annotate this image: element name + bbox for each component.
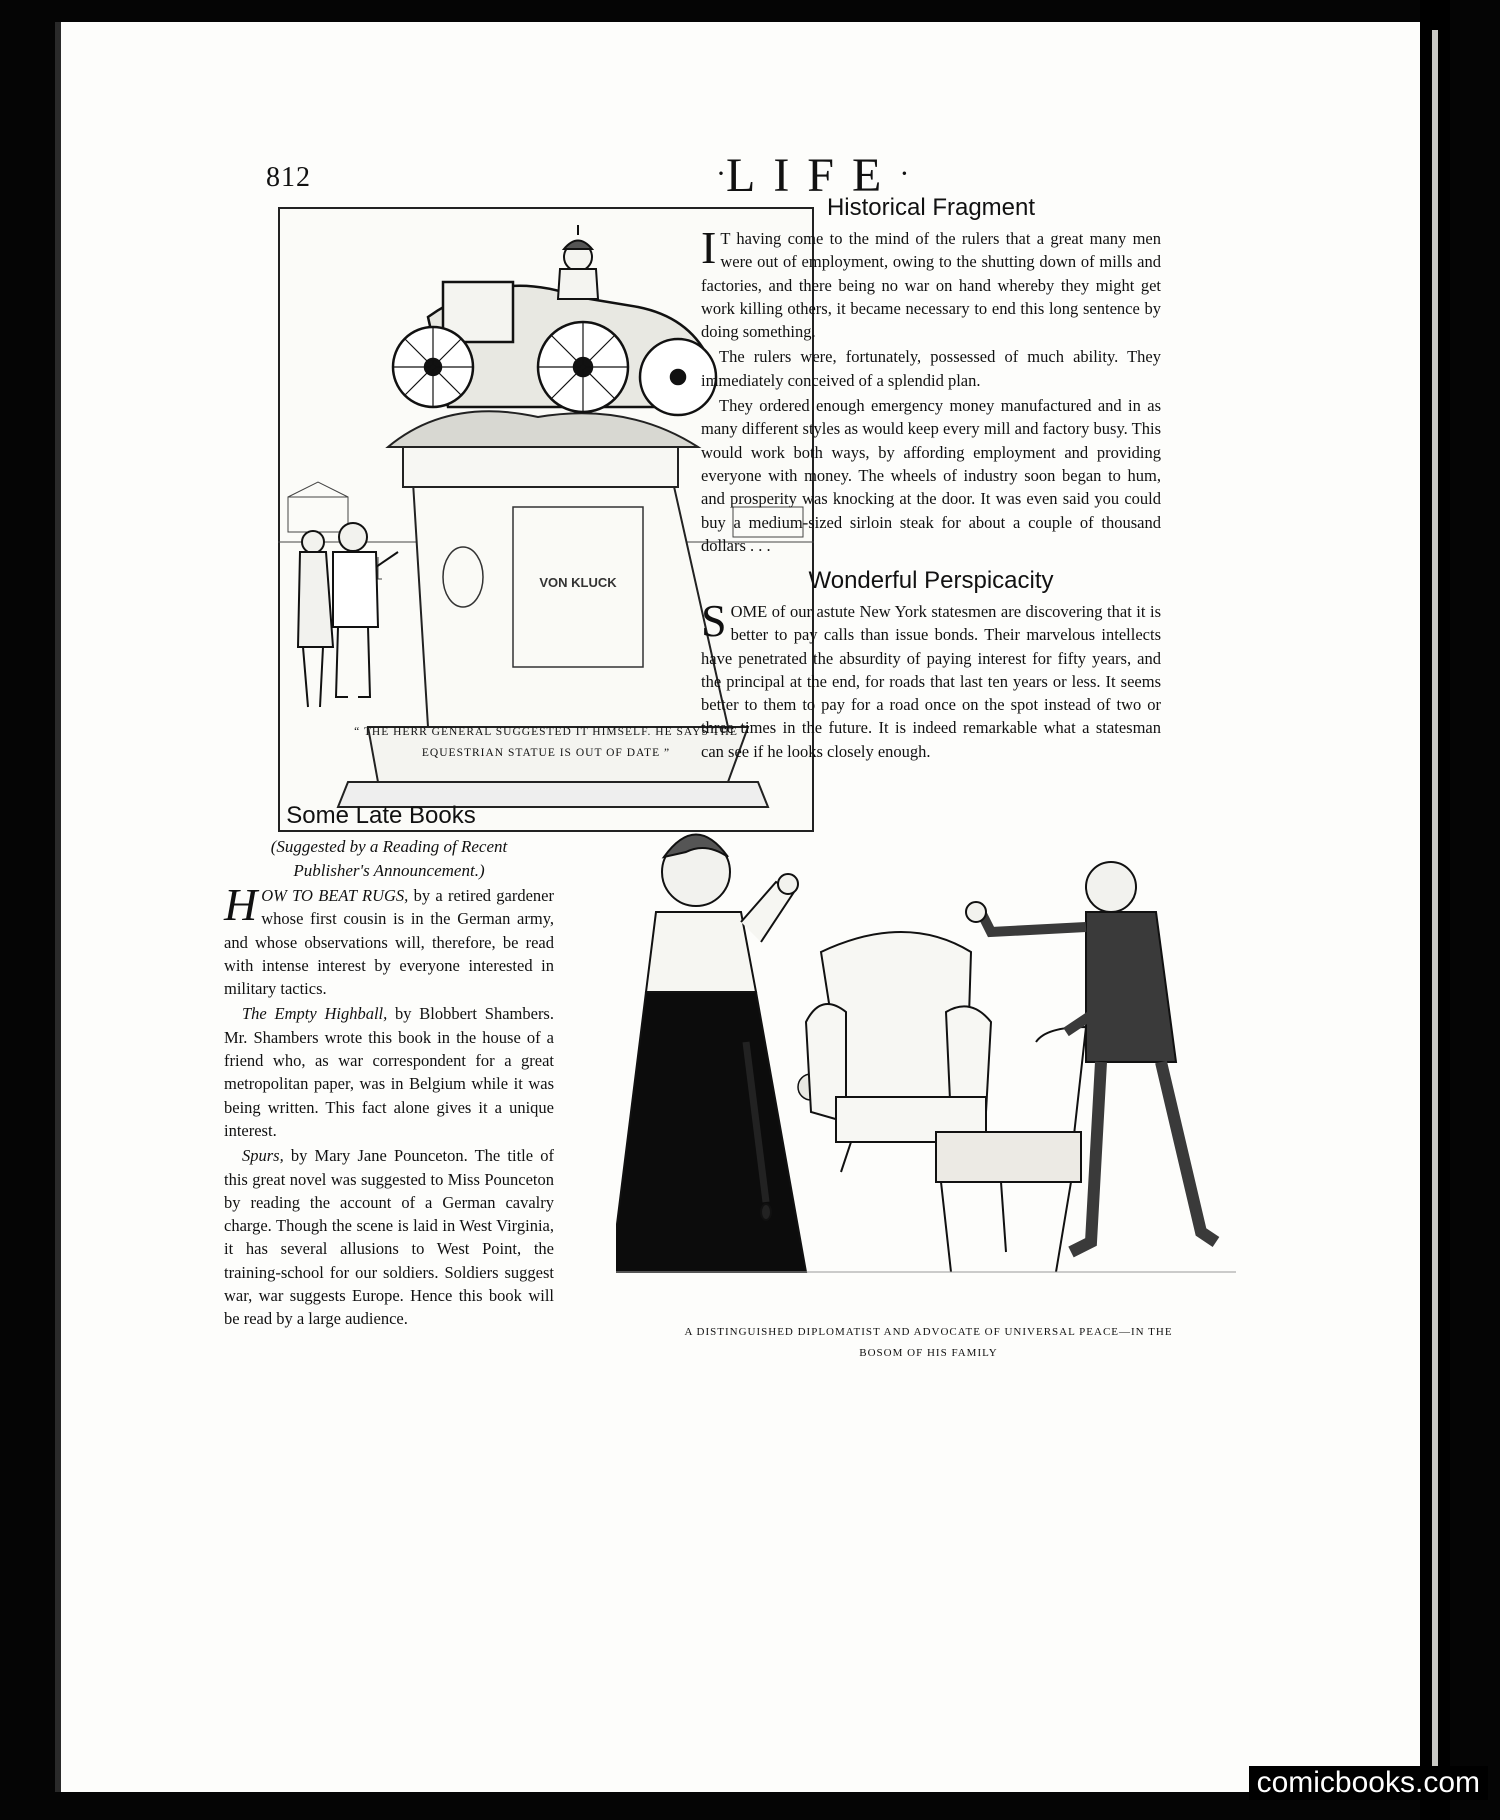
late-books-p1-italic: OW TO BEAT RUGS,: [261, 886, 409, 905]
historical-fragment-title: Historical Fragment: [826, 194, 1036, 221]
late-books-p3-text: by Mary Jane Pounceton. The title of this great novel was suggested to Miss Pounceton by reading the account of a German cavalry charge. Though the scene is laid in West Virginia, it has several allusions to West Point, the training-school for our soldiers. Soldiers suggest war, war suggests Europe. Hence this book will be read by a large audience.: [224, 1146, 554, 1329]
late-books-article: [224, 836, 554, 1333]
masthead: ·LIFE·: [716, 149, 910, 202]
late-books-subtitle-1: (Suggested by a Reading of Recent: [270, 837, 508, 856]
historical-dropcap: I: [701, 222, 717, 273]
perspicacity-dropcap: S: [701, 595, 727, 646]
late-books-paragraph-3: [224, 1144, 554, 1330]
pedestal-inscription: VON KLUCK: [539, 575, 617, 590]
masthead-title: LIFE: [726, 149, 900, 202]
late-books-subtitle-2: Publisher's Announcement.): [293, 861, 485, 880]
perspicacity-article: [701, 595, 1161, 765]
late-books-p2-italic: The Empty Highball,: [242, 1004, 388, 1024]
historical-paragraph-1: [701, 222, 1161, 343]
bottom-cartoon-caption: [616, 1322, 1241, 1364]
late-books-p2-text: by Blobbert Shambers. Mr. Shambers wrote this book in the house of a friend who, as war correspondent for a great metropolitan paper, was in Belgium while it was being written. This fact alone gives it a unique interest.: [224, 1004, 554, 1140]
next-page-edge: [1432, 30, 1438, 1790]
historical-paragraph-3: They ordered enough emergency money manufactured and in as many different styles as would keep every mill and factory busy. This would work both ways, by affording employment and providing everyone with money. The wheels of industry soon began to hum, and prosperity was knocking at the door. It was even said you could buy a medium-sized sirloin steak for about a couple of thousand dollars . . .: [701, 396, 1161, 555]
late-books-p3-italic: Spurs,: [242, 1146, 284, 1166]
perspicacity-p1-text: OME of our astute New York statesmen are discovering that it is better to pay calls than issue bonds. Their marvelous intellects have penetrated the absurdity of paying interest for fifty years, and the principal at the end, for roads that last ten years or less. It seems better to them to pay for a road once on the spot instead of two or three times in the future. It is indeed remarkable what a statesman can see if he looks closely enough.: [701, 602, 1161, 761]
perspicacity-paragraph-1: [701, 595, 1161, 763]
late-books-paragraph-2: [224, 1002, 554, 1142]
bottom-caption-line-2: BOSOM OF HIS FAMILY: [859, 1347, 998, 1359]
bottom-caption-line-1: A DISTINGUISHED DIPLOMATIST AND ADVOCATE OF UNIVERSAL PEACE—IN THE: [684, 1326, 1173, 1338]
magazine-page: [55, 22, 1435, 1792]
late-books-dropcap: H: [224, 879, 258, 930]
top-caption-line-1: “ THE HERR GENERAL SUGGESTED IT HIMSELF. HE SAYS THE: [354, 726, 738, 738]
late-books-title: Some Late Books: [286, 802, 476, 829]
top-caption-line-2: EQUESTRIAN STATUE IS OUT OF DATE ”: [421, 747, 671, 759]
perspicacity-title: Wonderful Perspicacity: [808, 567, 1054, 594]
historical-fragment-article: [701, 222, 1161, 559]
late-books-p1-text: by a retired gardener whose first cousin is in the German army, and whose observations will, therefore, be read with intense interest by everyone interested in military tactics.: [224, 886, 554, 999]
site-watermark: comicbooks.com: [1249, 1766, 1488, 1800]
cartoon-diplomatist-family: [616, 812, 1236, 1317]
page-number: 812: [266, 162, 311, 193]
historical-p1-text: T having come to the mind of the rulers that a great many men were out of employment, owing to the shutting down of mills and factories, and there being no war on hand whereby they might get work killing others, it became necessary to end this long sentence by doing something.: [701, 229, 1161, 342]
late-books-paragraph-1: [224, 879, 554, 1000]
historical-paragraph-2: The rulers were, fortunately, possessed of much ability. They immediately conceived of a splendid plan.: [701, 347, 1161, 390]
